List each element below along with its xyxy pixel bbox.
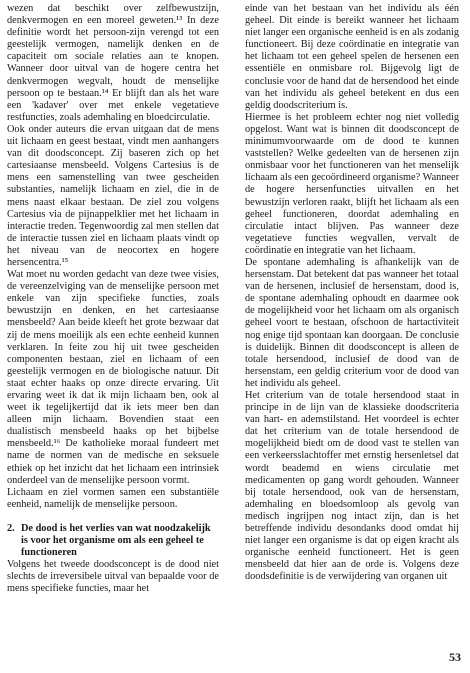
page-number: 53: [449, 650, 461, 664]
section-title: De dood is het verlies van wat noodzakelijk is voor het organisme om als een geheel te functioneren: [21, 522, 211, 559]
paragraph: Wat moet nu worden gedacht van deze twee visies, de vereenzelviging van de menselijke persoon met enkele van zijn specifieke functies, zoals bewustzijn en denken, en het cartesiaanse mensbeeld? Aan beide kleeft het grote bezwaar dat zij de mens moeilijk als een echte eenheid kunnen verklaren. In feite zou hij uit twee gescheiden componenten bestaan, ziel en lichaam of een geestelijk vermogen en de biologische natuur. Dit staat echter haaks op onze directe ervaring. Uit ervaring weet ik dat ik mijn lichaam ben, ook al weet ik tegelijkertijd dat ik iets meer ben dan alleen mijn lichaam. Bovendien staat een dualistisch mensbeeld haaks op het bijbelse mensbeeld.¹⁶ De katholieke moraal fundeert met name de normen van de medische en seksuele ethiek op het inzicht dat het lichaam een intrinsiek onderdeel van de menselijke persoon vormt.: [7, 269, 219, 486]
paragraph: Hiermee is het probleem echter nog niet volledig opgelost. Want wat is binnen dit doodsconcept de minimumvoorwaarde om de dood te kunnen vaststellen? Welke gedeelten van de hersenen zijn onmisbaar voor het functioneren van het menselijk lichaam als een gecoördineerd organisme? Wanneer de hogere hersenfuncties uitvallen en het bewustzijn verloren raakt, blijft het lichaam als een geheel functioneren, doordat ademhaling en circulatie intact blijven. Pas wanneer deze vegetatieve functies wegvallen, vervalt de coördinatie en integratie van het lichaam.: [245, 111, 459, 256]
paragraph: wezen dat beschikt over zelfbewustzijn, denkvermogen en een moreel geweten.¹³ In deze definitie wordt het persoon-zijn verengd tot een geestelijk vermogen, namelijk denken en de capaciteit om sociale relaties aan te knopen. Wanneer door uitval van de hogere centra het denkvermogen wegvalt, houdt de menselijke persoon op te bestaan.¹⁴ Er blijft dan als het ware een 'kadaver' over met enkele vegetatieve restfuncties, zoals ademhaling en bloedcirculatie.: [7, 3, 219, 123]
paragraph: Volgens het tweede doodsconcept is de dood niet slechts de irreversibele uitval van bepaalde voor de mens specifieke functies, maar het: [7, 559, 219, 595]
paragraph: Ook onder auteurs die ervan uitgaan dat de mens uit lichaam en geest bestaat, vindt men aanhangers van dit doodsconcept. Zij baseren zich op het cartesiaanse mensbeeld. Volgens Cartesius is de mens een samenstelling van twee gescheiden substanties, namelijk lichaam en ziel, die in de mens naast elkaar bestaan. De ziel zou volgens Cartesius via de pijnappelklier met het lichaam in interactie treden. Tegenwoordig zal men stellen dat de interactie tussen ziel en lichaam plaats vindt op het niveau van de neocortex en hogere hersencentra.¹⁵: [7, 123, 219, 268]
left-column: [7, 3, 219, 596]
paragraph: Het criterium van de totale hersendood staat in principe in de lijn van de klassieke doodscriteria van hart- en ademstilstand. Het voordeel is echter dat het criterium van de totale hersendood de mogelijkheid biedt om de dood vast te stellen van een verkeersslachtoffer met ernstig hersenletsel dat wordt beademd en wiens circulatie met medicamenten op gang wordt gehouden. Wanneer bij totale hersendood, ook van de hersenstam, ademhaling en bloedsomloop als gevolg van medisch ingrijpen nog intact zijn, dan is het betreffende individu desondanks dood omdat hij niet langer een organisme is dat op eigen kracht als organische eenheid functioneert. Het is geen mensbeeld dat hier aan de orde is. Volgens deze doodsdefinitie is de verwijdering van organen uit: [245, 390, 459, 583]
right-column: [245, 3, 459, 584]
section-number: 2.: [7, 522, 15, 534]
paragraph: De spontane ademhaling is afhankelijk van de hersenstam. Dat betekent dat pas wanneer het totaal van de hersenen, inclusief de hersenstam, dood is, de spontane ademhaling ophoudt en daarmee ook de mogelijkheid voor het lichaam om als organisch geheel voort te bestaan, ofschoon de hartactiviteit nog enige tijd spontaan kan doorgaan. De conclusie is duidelijk. Binnen dit doodsconcept is alleen de totale hersendood, inclusief de dood van de hersenstam, een geldig criterium voor de dood van het individu als geheel.: [245, 256, 459, 389]
paragraph: Lichaam en ziel vormen samen een substantiële eenheid, namelijk de menselijke persoon.: [7, 486, 219, 510]
paragraph: einde van het bestaan van het individu als één geheel. Dit einde is bereikt wanneer het lichaam niet langer een organische eenheid is en als zodanig functioneert. Bij deze coördinatie en integratie van het lichaam tot een geheel spelen de hersenen een essentiële en onmisbare rol. Bijgevolg ligt de conclusie voor de hand dat de hersendood het einde van het individu als geheel betekent en dus een geldig doodscriterium is.: [245, 3, 459, 111]
section-heading: [7, 523, 219, 559]
